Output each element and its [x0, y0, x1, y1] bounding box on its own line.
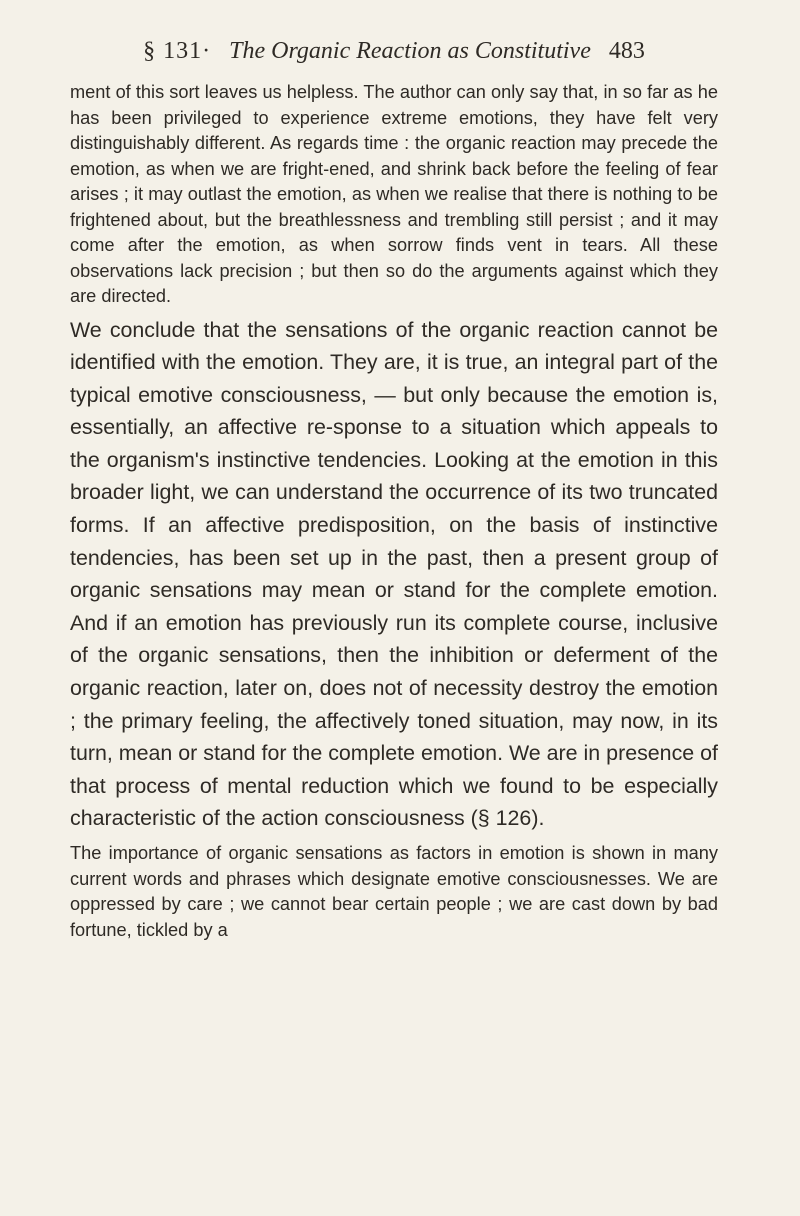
page-number: 483	[608, 38, 645, 64]
paragraph-conclusion: We conclude that the sensations of the organic reaction cannot be identified with the emotion. They are, it is true, an integral part of the typical emotive consciousness, — but only because the emotion is, essentially, an affective re-sponse to a situation which appeals to the organism's instinctive tendencies. Looking at the emotion in this broader light, we can understand the occurrence of its two truncated forms. If an affective predisposition, on the basis of instinctive tendencies, has been set up in the past, then a present group of organic sensations may mean or stand for the complete emotion. And if an emotion has previously run its complete course, inclusive of the organic sensations, then the inhibition or deferment of the organic reaction, later on, does not of necessity destroy the emotion ; the primary feeling, the affectively toned situation, may now, in its turn, mean or stand for the complete emotion. We are in presence of that process of mental reduction which we found to be especially characteristic of the action consciousness (§ 126).	[70, 317, 718, 831]
paragraph-organic-sensations: The importance of organic sensations as factors in emotion is shown in many current words and phrases which designate emotive consciousnesses. We are oppressed by care ; we cannot bear certain people ; we are cast down by bad fortune, tickled by a	[70, 843, 718, 940]
paragraph-continued: ment of this sort leaves us helpless. The author can only say that, in so far as he has been privileged to experience extreme emotions, they have felt very distinguishably different. As regards time : the organic reaction may precede the emotion, as when we are fright-ened, and shrink back before the feeling of fear arises ; it may outlast the emotion, as when we realise that there is nothing to be frightened about, but the breathlessness and trembling still persist ; and it may come after the emotion, as when sorrow finds vent in tears. All these observations lack precision ; but then so do the arguments against which they are directed.	[70, 82, 718, 306]
running-title: The Organic Reaction as Constitutive	[229, 38, 591, 64]
section-number: § 131·	[143, 38, 212, 64]
book-page	[70, 36, 718, 947]
running-header	[70, 36, 718, 66]
